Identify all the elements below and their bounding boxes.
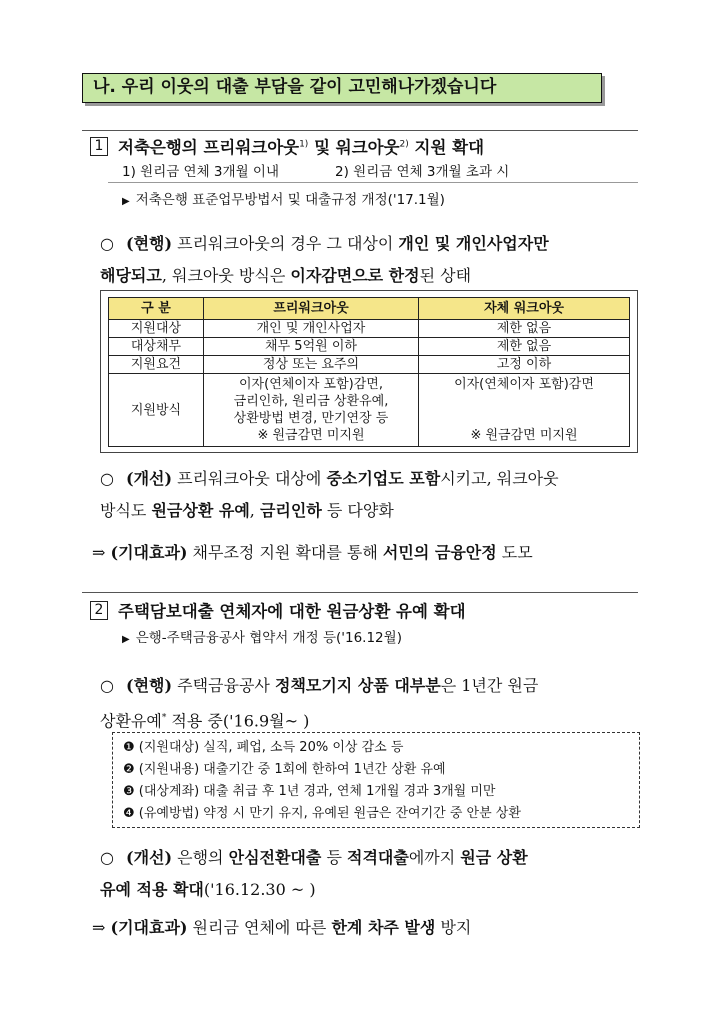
table-row <box>109 356 630 374</box>
section2-heading-text: 주택담보대출 연체자에 대한 원금상환 유예 확대 <box>118 602 466 621</box>
section1-current-paragraph: ○ (현행) 프리워크아웃의 경우 그 대상이 개인 및 개인사업자만 해당되고, 워크아웃 방식은 이자감면으로 한정된 상태 <box>100 228 645 292</box>
table-cell: 대상채무 <box>109 338 204 356</box>
section1-reference: ▶ 저축은행 표준업무방법서 및 대출규정 개정('17.1월) <box>122 192 445 208</box>
table-cell: 지원대상 <box>109 320 204 338</box>
circle-bullet-icon: ○ <box>100 469 114 488</box>
implies-arrow-icon: ⇒ <box>92 918 106 937</box>
section-title: 나. 우리 이웃의 대출 부담을 같이 고민해나가겠습니다 <box>82 73 602 103</box>
deferral-notes-box <box>112 732 640 828</box>
circle-bullet-icon: ○ <box>100 848 114 867</box>
table-cell: 이자(연체이자 포함)감면, 금리인하, 원리금 상환유예, 상환방법 변경, 만기연장 등 ※ 원금감면 미지원 <box>204 374 419 447</box>
note-item: ❷ (지원내용) 대출기간 중 1회에 한하여 1년간 상환 유예 <box>123 762 446 777</box>
table-header: 자체 워크아웃 <box>419 298 630 320</box>
section1-heading-text: 저축은행의 프리워크아웃$^{1)}$ 및 워크아웃$^{2)}$ 지원 확대 <box>118 138 485 157</box>
table-cell: 고정 이하 <box>419 356 630 374</box>
triangle-bullet-icon: ▶ <box>122 196 130 207</box>
table-cell: 제한 없음 <box>419 320 630 338</box>
table-cell: 정상 또는 요주의 <box>204 356 419 374</box>
section1-number-box: 1 <box>90 137 108 156</box>
circle-bullet-icon: ○ <box>100 234 114 253</box>
section1-heading <box>90 134 484 158</box>
table-header-row <box>109 298 630 320</box>
table-cell: 지원방식 <box>109 374 204 447</box>
table-header: 구 분 <box>109 298 204 320</box>
note-item: ❶ (지원대상) 실직, 폐업, 소득 20% 이상 감소 등 <box>123 740 404 755</box>
implies-arrow-icon: ⇒ <box>92 543 106 562</box>
footnote-rule <box>108 182 638 183</box>
table-cell: 채무 5억원 이하 <box>204 338 419 356</box>
table-row-method <box>109 374 630 447</box>
section2-current-paragraph: ○ (현행) 주택금융공사 정책모기지 상품 대부분은 1년간 원금 상환유예* 적용 중('16.9월~ ) <box>100 670 645 737</box>
section2-effect: ⇒ (기대효과) 원리금 연체에 따른 한계 차주 발생 방지 <box>92 918 472 937</box>
table-cell: 제한 없음 <box>419 338 630 356</box>
section2-top-rule <box>82 592 638 593</box>
footnote-1: 1) 원리금 연체 3개월 이내 <box>122 164 279 180</box>
note-item: ❹ (유예방법) 약정 시 만기 유지, 유예된 원금은 잔여기간 중 안분 상환 <box>123 806 521 821</box>
table-cell: 이자(연체이자 포함)감면 ※ 원금감면 미지원 <box>419 374 630 447</box>
circle-bullet-icon: ○ <box>100 676 114 695</box>
table-row <box>109 320 630 338</box>
section2-number-box: 2 <box>90 601 108 620</box>
section2-reference: ▶ 은행-주택금융공사 협약서 개정 등('16.12월) <box>122 630 402 646</box>
section1-top-rule <box>82 130 638 131</box>
section2-improve-paragraph: ○ (개선) 은행의 안심전환대출 등 적격대출에까지 원금 상환 유예 적용 확대('16.12.30 ~ ) <box>100 842 645 906</box>
triangle-bullet-icon: ▶ <box>122 634 130 645</box>
note-item: ❸ (대상계좌) 대출 취급 후 1년 경과, 연체 1개월 경과 3개월 미만 <box>123 784 496 799</box>
table-cell: 개인 및 개인사업자 <box>204 320 419 338</box>
comparison-table <box>108 297 630 447</box>
section1-improve-paragraph: ○ (개선) 프리워크아웃 대상에 중소기업도 포함시키고, 워크아웃 방식도 원금상환 유예, 금리인하 등 다양화 <box>100 463 645 527</box>
section1-effect: ⇒ (기대효과) 채무조정 지원 확대를 통해 서민의 금융안정 도모 <box>92 543 533 562</box>
table-cell: 지원요건 <box>109 356 204 374</box>
table-header: 프리워크아웃 <box>204 298 419 320</box>
section2-heading <box>90 598 466 622</box>
table-row <box>109 338 630 356</box>
footnote-2: 2) 원리금 연체 3개월 초과 시 <box>335 164 510 180</box>
